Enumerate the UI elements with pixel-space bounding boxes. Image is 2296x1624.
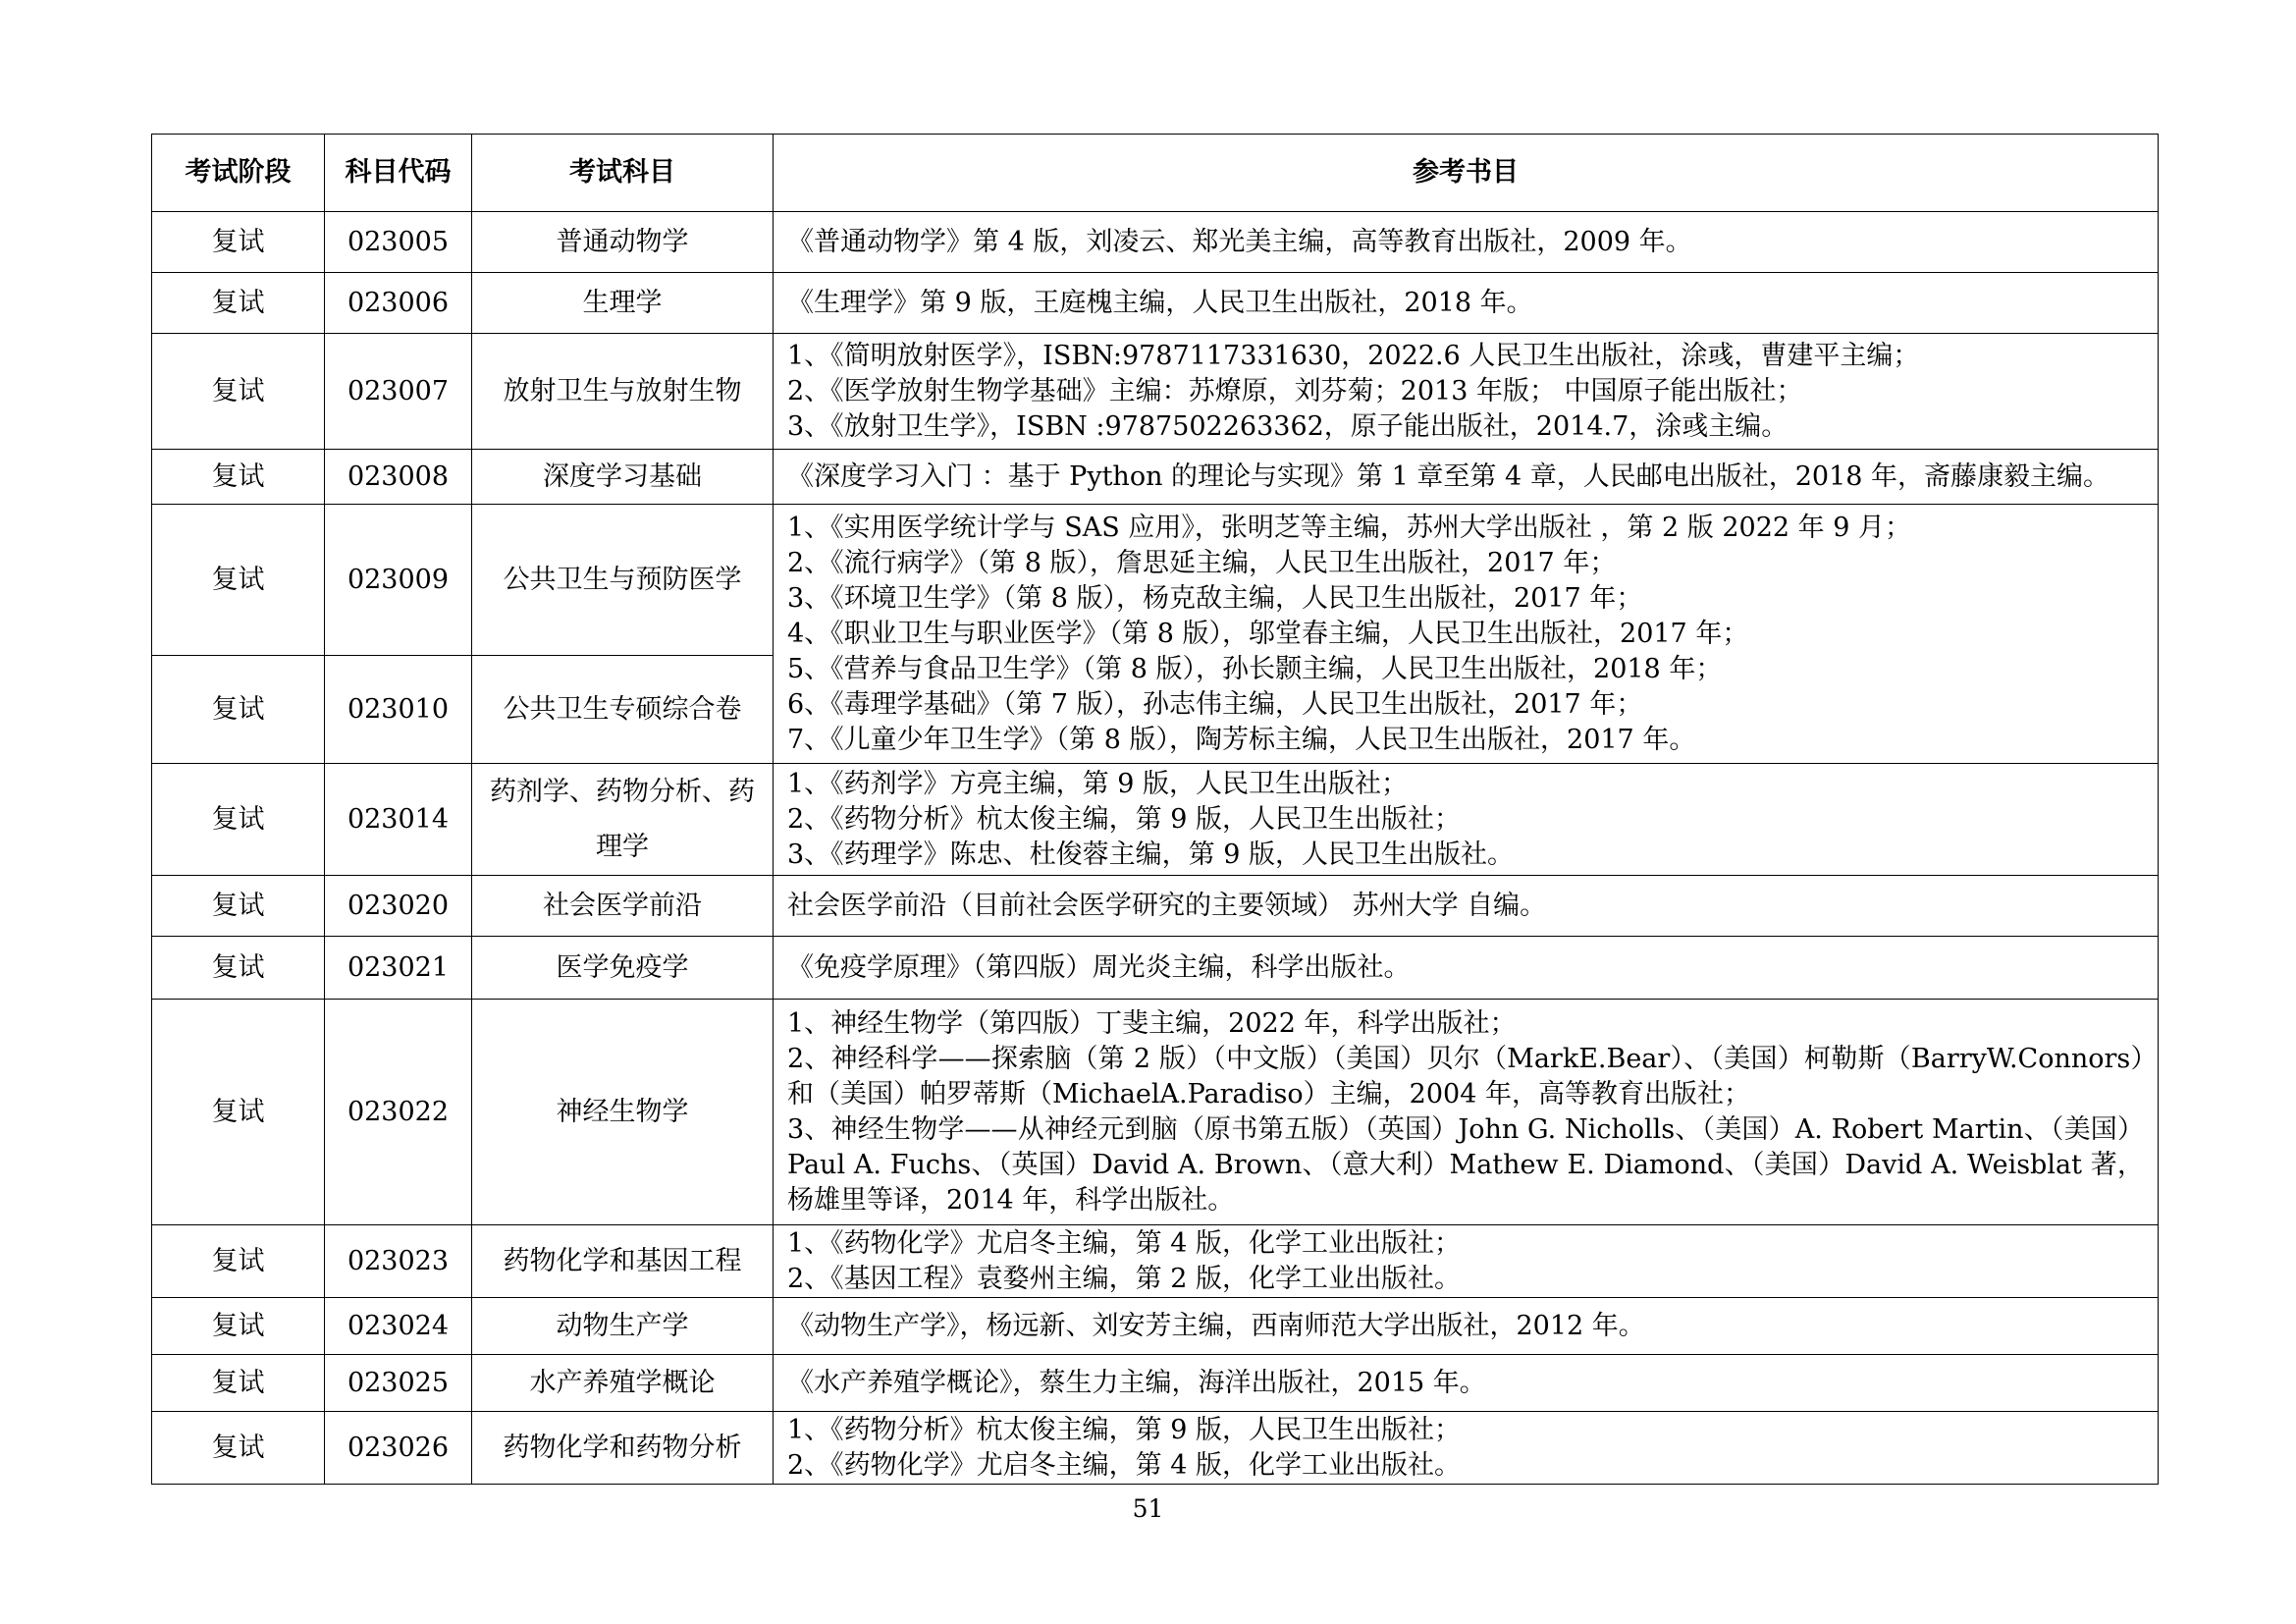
stage-cell: 复试	[152, 656, 325, 764]
header-stage: 考试阶段	[152, 135, 325, 212]
code-cell: 023023	[325, 1225, 472, 1298]
subject-cell: 公共卫生专硕综合卷	[472, 656, 774, 764]
books-cell	[774, 764, 2159, 876]
book-line: 《生理学》第 9 版，王庭槐主编，人民卫生出版社，2018 年。	[787, 287, 1533, 318]
table-row	[152, 937, 2159, 1000]
code-cell: 023024	[325, 1298, 472, 1355]
book-line: 1、《简明放射医学》，ISBN:9787117331630，2022.6 人民卫生出版社，涂彧，曹建平主编；	[787, 340, 1920, 371]
book-line: 《免疫学原理》（第四版）周光炎主编，科学出版社。	[787, 951, 1411, 983]
book-line: 《普通动物学》第 4 版，刘凌云、郑光美主编，高等教育出版社，2009 年。	[787, 226, 1692, 257]
book-line: 《深度学习入门 ：基于 Python 的理论与实现》第 1 章至第 4 章，人民邮电出版社，2018 年，斋藤康毅主编。	[787, 460, 2110, 492]
code-cell: 023022	[325, 1000, 472, 1225]
book-line: 2、《药物分析》杭太俊主编，第 9 版，人民卫生出版社；	[787, 803, 1462, 835]
code-cell: 023006	[325, 273, 472, 334]
books-cell	[774, 1298, 2159, 1355]
subject-cell: 药物化学和药物分析	[472, 1412, 774, 1485]
books-cell	[774, 212, 2159, 273]
stage-cell: 复试	[152, 1225, 325, 1298]
table-row	[152, 334, 2159, 450]
table-row	[152, 1225, 2159, 1298]
code-cell: 023008	[325, 450, 472, 505]
book-line: 1、《药物化学》尤启冬主编，第 4 版，化学工业出版社；	[787, 1227, 1462, 1259]
book-line: 4、《职业卫生与职业医学》（第 8 版），邬堂春主编，人民卫生出版社，2017 年；	[787, 618, 1749, 649]
table-row	[152, 1412, 2159, 1485]
code-cell: 023005	[325, 212, 472, 273]
header-books: 参考书目	[774, 135, 2159, 212]
subject-cell: 动物生产学	[472, 1298, 774, 1355]
book-line: 《水产养殖学概论》，蔡生力主编，海洋出版社，2015 年。	[787, 1367, 1486, 1398]
stage-cell: 复试	[152, 1412, 325, 1485]
book-line: 1、神经生物学（第四版）丁斐主编，2022 年，科学出版社；	[787, 1007, 1517, 1039]
book-line: 2、《基因工程》袁婺州主编，第 2 版，化学工业出版社。	[787, 1263, 1462, 1294]
book-line: 3、《药理学》陈忠、杜俊蓉主编，第 9 版，人民卫生出版社。	[787, 839, 1515, 870]
table-row	[152, 1000, 2159, 1225]
code-cell: 023009	[325, 505, 472, 656]
book-line: 1、《药物分析》杭太俊主编，第 9 版，人民卫生出版社；	[787, 1414, 1462, 1445]
subject-cell: 药物化学和基因工程	[472, 1225, 774, 1298]
subject-cell: 深度学习基础	[472, 450, 774, 505]
subject-cell: 公共卫生与预防医学	[472, 505, 774, 656]
stage-cell: 复试	[152, 1298, 325, 1355]
book-line: 社会医学前沿（目前社会医学研究的主要领域） 苏州大学 自编。	[787, 890, 1547, 921]
code-cell: 023021	[325, 937, 472, 1000]
stage-cell: 复试	[152, 1000, 325, 1225]
book-line: 3、《放射卫生学》，ISBN :9787502263362，原子能出版社，2014.7，涂彧主编。	[787, 410, 1789, 442]
code-cell: 023026	[325, 1412, 472, 1485]
books-cell	[774, 937, 2159, 1000]
code-cell: 023020	[325, 876, 472, 937]
subject-cell: 生理学	[472, 273, 774, 334]
subject-cell: 药剂学、药物分析、药理学	[472, 764, 774, 876]
reference-books-table	[151, 134, 2159, 1485]
books-cell	[774, 876, 2159, 937]
stage-cell: 复试	[152, 1355, 325, 1412]
subject-cell: 水产养殖学概论	[472, 1355, 774, 1412]
table-row	[152, 273, 2159, 334]
book-line: 1、《药剂学》方亮主编，第 9 版，人民卫生出版社；	[787, 768, 1409, 799]
book-line: 《动物生产学》，杨远新、刘安芳主编，西南师范大学出版社，2012 年。	[787, 1310, 1645, 1341]
stage-cell: 复试	[152, 505, 325, 656]
stage-cell: 复试	[152, 450, 325, 505]
book-line: 2、《流行病学》（第 8 版），詹思延主编，人民卫生出版社，2017 年；	[787, 547, 1617, 578]
books-cell	[774, 334, 2159, 450]
books-cell	[774, 273, 2159, 334]
table-row	[152, 505, 2159, 656]
table-row	[152, 1298, 2159, 1355]
book-line: 3、《环境卫生学》（第 8 版），杨克敌主编，人民卫生出版社，2017 年；	[787, 582, 1643, 614]
table-header-row	[152, 135, 2159, 212]
stage-cell: 复试	[152, 876, 325, 937]
subject-cell: 医学免疫学	[472, 937, 774, 1000]
code-cell: 023014	[325, 764, 472, 876]
books-cell	[774, 1225, 2159, 1298]
book-line: 3、神经生物学——从神经元到脑（原书第五版）（英国）John G. Nicholls、（美国）A. Robert Martin、（美国）Paul A. Fuchs、（英国）David A. Brown、（意大利）Mathew E. Diamond、（美国）David A. Weisblat 著，杨雄里等译，2014 年，科学出版社。	[787, 1113, 2144, 1216]
book-line: 1、《实用医学统计学与 SAS 应用》，张明芝等主编，苏州大学出版社 ，第 2 版 2022 年 9 月；	[787, 512, 1911, 543]
books-cell	[774, 505, 2159, 764]
book-line: 2、《药物化学》尤启冬主编，第 4 版，化学工业出版社。	[787, 1449, 1462, 1481]
table-row	[152, 1355, 2159, 1412]
code-cell: 023025	[325, 1355, 472, 1412]
book-line: 7、《儿童少年卫生学》（第 8 版），陶芳标主编，人民卫生出版社，2017 年。	[787, 724, 1696, 755]
book-line: 6、《毒理学基础》（第 7 版），孙志伟主编，人民卫生出版社，2017 年；	[787, 688, 1643, 720]
book-line: 5、《营养与食品卫生学》（第 8 版），孙长颢主编，人民卫生出版社，2018 年；	[787, 653, 1723, 684]
table-row	[152, 212, 2159, 273]
book-line: 2、神经科学——探索脑（第 2 版）（中文版）（美国）贝尔（MarkE.Bear）、（美国）柯勒斯（BarryW.Connors）和（美国）帕罗蒂斯（MichaelA.Paradiso）主编，2004 年，高等教育出版社；	[787, 1043, 2144, 1110]
subject-cell: 神经生物学	[472, 1000, 774, 1225]
table-row	[152, 450, 2159, 505]
header-subject: 考试科目	[472, 135, 774, 212]
subject-cell: 社会医学前沿	[472, 876, 774, 937]
stage-cell: 复试	[152, 937, 325, 1000]
stage-cell: 复试	[152, 273, 325, 334]
table-row	[152, 764, 2159, 876]
books-cell	[774, 1355, 2159, 1412]
books-cell	[774, 1000, 2159, 1225]
subject-cell: 放射卫生与放射生物	[472, 334, 774, 450]
code-cell: 023010	[325, 656, 472, 764]
header-code: 科目代码	[325, 135, 472, 212]
book-line: 2、《医学放射生物学基础》主编：苏燎原，刘芬菊；2013 年版； 中国原子能出版社；	[787, 375, 1803, 406]
table-row	[152, 876, 2159, 937]
stage-cell: 复试	[152, 334, 325, 450]
stage-cell: 复试	[152, 212, 325, 273]
code-cell: 023007	[325, 334, 472, 450]
books-cell	[774, 1412, 2159, 1485]
stage-cell: 复试	[152, 764, 325, 876]
books-cell	[774, 450, 2159, 505]
page-number: 51	[1132, 1494, 1164, 1523]
subject-cell: 普通动物学	[472, 212, 774, 273]
